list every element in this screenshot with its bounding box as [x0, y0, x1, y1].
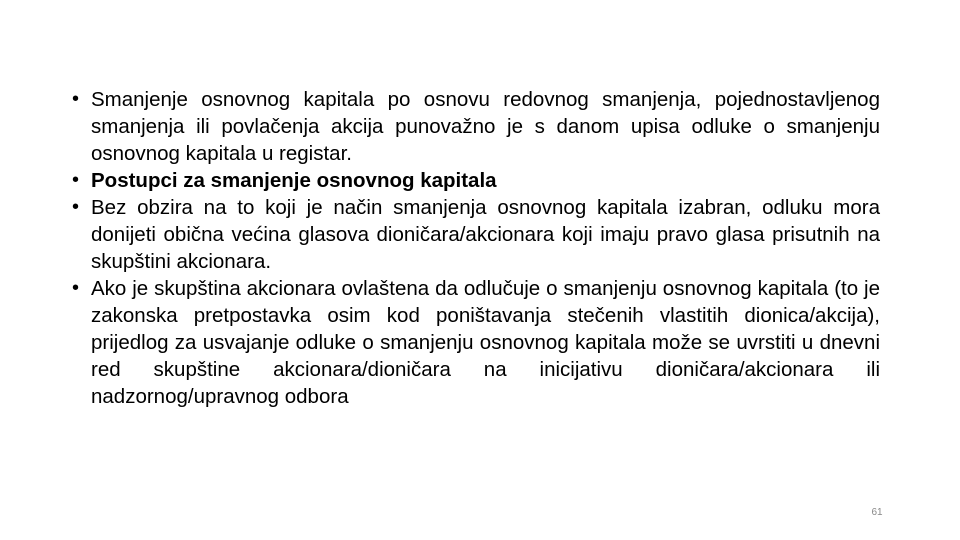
page-number: 61	[871, 507, 883, 518]
bullet-text: Bez obzira na to koji je način smanjenja osnovnog kapitala izabran, odluku mora donijeti obična većina glasova dioničara/akcionara koji imaju pravo glasa prisutnih na skupštini akcionara.	[91, 196, 880, 273]
bullet-list	[72, 86, 880, 410]
bullet-icon: •	[72, 169, 80, 191]
bullet-item-4	[72, 275, 880, 410]
bullet-text: Postupci za smanjenje osnovnog kapitala	[91, 169, 497, 192]
bullet-icon: •	[72, 196, 80, 218]
bullet-item-2-heading	[72, 167, 880, 194]
bullet-icon: •	[72, 277, 80, 299]
bullet-item-1	[72, 86, 880, 167]
slide-content	[72, 86, 880, 410]
bullet-item-3	[72, 194, 880, 275]
bullet-text: Ako je skupština akcionara ovlaštena da odlučuje o smanjenju osnovnog kapitala (to je zakonska pretpostavka osim kod poništavanja stečenih vlastitih dionica/akcija), prijedlog za usvajanje odluke o smanjenju osnovnog kapitala može se uvrstiti u dnevni red skupštine akcionara/dioničara na inicijativu dioničara/akcionara ili nadzornog/upravnog odbora	[91, 277, 880, 408]
bullet-icon: •	[72, 88, 80, 110]
bullet-text: Smanjenje osnovnog kapitala po osnovu redovnog smanjenja, pojednostavljenog smanjenja ili povlačenja akcija punovažno je s danom upisa odluke o smanjenju osnovnog kapitala u registar.	[91, 88, 880, 165]
